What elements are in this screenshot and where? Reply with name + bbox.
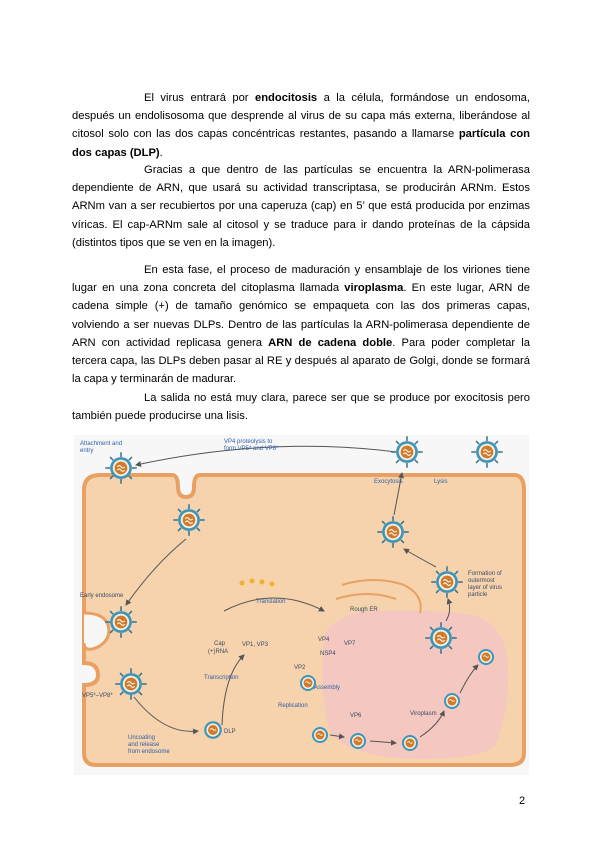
dlp-particle [312, 727, 328, 743]
bold-term-dlp: partícula con dos capas (DLP) [72, 128, 530, 159]
label-cap: Cap [214, 641, 226, 647]
ribosome [270, 582, 275, 587]
dlp-particle [204, 721, 222, 739]
label-uncoating: and release [128, 742, 160, 748]
bold-term-viroplasma: viroplasma [344, 282, 404, 295]
rotavirus-cycle-figure [74, 435, 529, 775]
text-run: Gracias a que dentro de las partículas se encuentra la ARN-polimerasa dependiente de ARN, que usará su actividad transcriptasa, se producirán ARNm. Estos ARNm van a ser recubiertos por una caperuza (cap) en 5’ que está producida por enzimas víricas. El cap-ARNm sale al citosol y se traduce para ir dando proteínas de la cápsida (distintos tipos que se ven en la imagen). [72, 164, 530, 249]
page-number: 2 [519, 795, 526, 807]
viroplasm-region [322, 611, 508, 760]
text-run: En esta fase, el proceso de maduración y ensamblaje de los viriones tiene lugar en una zona concreta del citoplasma llamada [72, 264, 530, 295]
text-run: El virus entrará por [144, 92, 255, 104]
text-run: La salida no está muy clara, parece ser que se produce por exocitosis pero también puede producirse una lisis. [72, 392, 530, 423]
label-exocytosis: Exocytosis [374, 479, 403, 485]
label-vp2: VP2 [294, 665, 306, 671]
label-replication: Replication [278, 703, 308, 709]
label-nsp4: NSP4 [320, 651, 336, 657]
dlp-particle [478, 649, 494, 665]
label-vp5-vp8: VP5*–VP8* [82, 693, 113, 699]
label-vp4: VP4 [318, 637, 330, 643]
text-run: . [159, 146, 163, 159]
label-formation: Formation of [468, 571, 502, 577]
ribosome [250, 579, 255, 584]
label-uncoating: Uncoating [128, 735, 156, 741]
paragraph-exit [72, 389, 530, 425]
bold-term-arn-doble: ARN de cadena doble [268, 336, 393, 349]
label-lysis: Lysis [434, 479, 448, 485]
label-viroplasm: Viroplasm [410, 711, 437, 717]
label-translation: Translation [256, 599, 286, 605]
label-formation: layer of virus [468, 585, 503, 591]
text-run: . Para poder completar la tercera capa, las DLPs deben pasar al RE y después al aparato de Golgi, donde se formará la capa y terminarán de madurar. [72, 336, 530, 386]
label-early-endosome: Early endosome [80, 593, 124, 599]
text-run: a la célula, formándose un endosoma, después un endolisosoma que desprende al virus de su capa más externa, liberándose al citosol solo con las dos capas concéntricas restantes, pasando a llamarse [72, 92, 530, 141]
dlp-particle [402, 735, 418, 751]
dlp-particle [444, 693, 460, 709]
label-vp7: VP7 [344, 641, 356, 647]
label-formation: particle [468, 592, 488, 598]
label-assembly: Assembly [314, 685, 341, 691]
paragraph-assembly [72, 261, 530, 388]
label-transcription: Transcription [204, 675, 239, 681]
label-vp4-proteolysis: VP4 proteolysis to [224, 439, 273, 445]
label-vp4-proteolysis: form VP5* and VP8* [224, 446, 279, 452]
dlp-particle [350, 733, 366, 749]
ribosome [260, 580, 265, 585]
text-run: . En este lugar, ARN de cadena simple (+) de tamaño genómico se empaqueta con las dos primeras capas, volviendo a ser nuevas DLPs. Dentro de las partículas la ARN-polimerasa dependiente de ARN con actividad replicasa genera [72, 282, 530, 349]
label-attachment: entry [80, 448, 94, 454]
label-rna: (+)RNA [208, 649, 229, 655]
paragraph-entry [72, 89, 530, 162]
bold-term-endocitosis: endocitosis [254, 92, 318, 104]
label-uncoating: from endosome [128, 749, 170, 755]
label-dlp: DLP [224, 729, 236, 735]
rotavirus-cycle-diagram [74, 435, 529, 775]
label-vp6: VP6 [350, 713, 362, 719]
dlp-particle [300, 675, 316, 691]
label-formation: outermost [468, 578, 495, 584]
label-attachment: Attachment and [80, 441, 123, 447]
paragraph-transcription [72, 161, 530, 252]
label-vp1-vp3: VP1, VP3 [242, 642, 269, 648]
label-rough-er: Rough ER [350, 607, 378, 613]
ribosome [240, 581, 245, 586]
